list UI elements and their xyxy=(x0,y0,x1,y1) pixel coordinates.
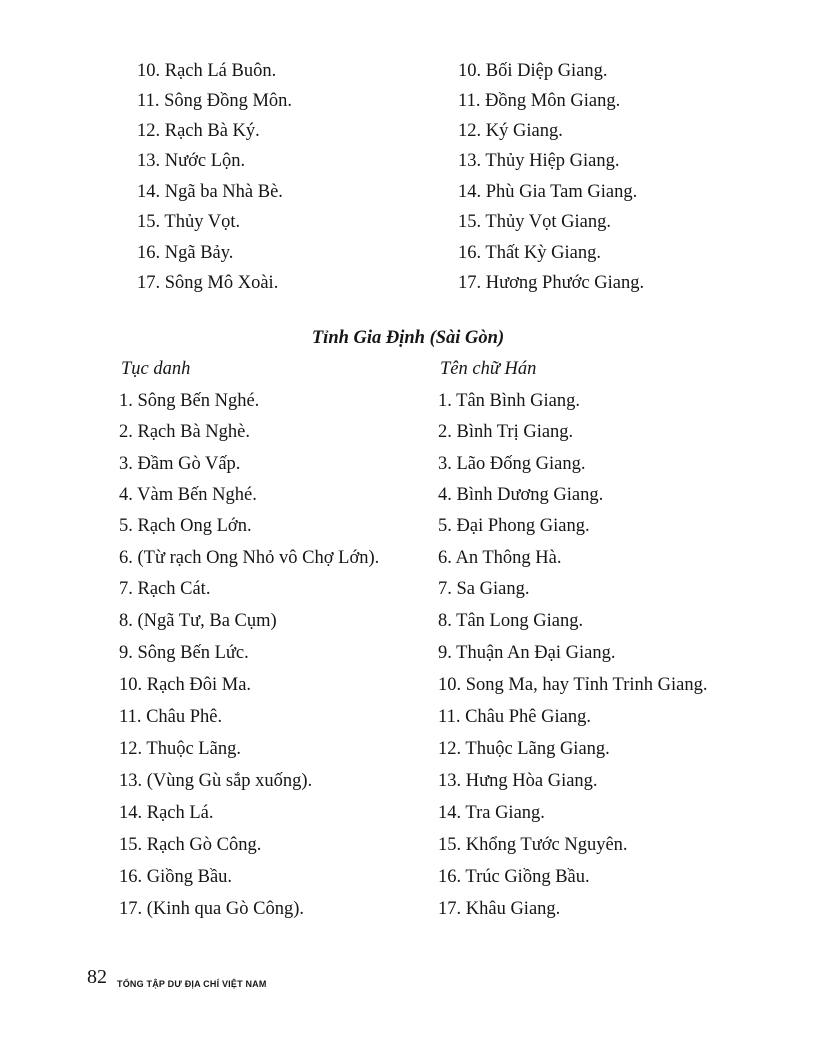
list-item: 7. Sa Giang. xyxy=(438,579,530,599)
column-header-common-name: Tục danh xyxy=(121,359,191,379)
list-item: 15. Thủy Vọt. xyxy=(137,212,241,232)
list-item: 14. Ngã ba Nhà Bè. xyxy=(137,182,283,202)
list-item: 6. An Thông Hà. xyxy=(438,548,562,568)
list-item: 5. Đại Phong Giang. xyxy=(438,516,590,536)
list-item: 4. Vàm Bến Nghé. xyxy=(119,485,257,505)
list-item: 8. (Ngã Tư, Ba Cụm) xyxy=(119,611,277,631)
list-item: 13. Hưng Hòa Giang. xyxy=(438,771,598,791)
list-item: 3. Đầm Gò Vấp. xyxy=(119,454,241,474)
list-item: 17. Khâu Giang. xyxy=(438,899,561,919)
list-item: 9. Thuận An Đại Giang. xyxy=(438,643,616,663)
list-item: 15. Thủy Vọt Giang. xyxy=(458,212,611,232)
list-item: 4. Bình Dương Giang. xyxy=(438,485,604,505)
running-footer: TỔNG TẬP DƯ ĐỊA CHÍ VIỆT NAM xyxy=(117,979,267,989)
list-item: 5. Rạch Ong Lớn. xyxy=(119,516,252,536)
list-item: 12. Thuộc Lãng. xyxy=(119,739,241,759)
list-item: 17. Sông Mô Xoài. xyxy=(137,273,279,293)
list-item: 1. Sông Bến Nghé. xyxy=(119,391,260,411)
page-number: 82 xyxy=(87,966,107,988)
list-item: 10. Rạch Đôi Ma. xyxy=(119,675,252,695)
list-item: 13. (Vùng Gù sắp xuống). xyxy=(119,771,313,791)
column-header-han-name: Tên chữ Hán xyxy=(440,359,537,379)
list-item: 13. Thủy Hiệp Giang. xyxy=(458,151,620,171)
list-item: 12. Ký Giang. xyxy=(458,121,563,141)
list-item: 14. Tra Giang. xyxy=(438,803,545,823)
list-item: 11. Đồng Môn Giang. xyxy=(458,91,621,111)
list-item: 10. Song Ma, hay Tỉnh Trinh Giang. xyxy=(438,675,708,695)
list-item: 3. Lão Đống Giang. xyxy=(438,454,586,474)
list-item: 17. Hương Phước Giang. xyxy=(458,273,645,293)
list-item: 14. Phù Gia Tam Giang. xyxy=(458,182,638,202)
list-item: 11. Châu Phê Giang. xyxy=(438,707,591,727)
list-item: 10. Bối Diệp Giang. xyxy=(458,61,608,81)
list-item: 12. Thuộc Lãng Giang. xyxy=(438,739,610,759)
list-item: 14. Rạch Lá. xyxy=(119,803,214,823)
list-item: 8. Tân Long Giang. xyxy=(438,611,584,631)
list-item: 2. Bình Trị Giang. xyxy=(438,422,574,442)
list-item: 11. Sông Đồng Môn. xyxy=(137,91,293,111)
list-item: 9. Sông Bến Lức. xyxy=(119,643,249,663)
section-title: Tỉnh Gia Định (Sài Gòn) xyxy=(311,328,505,348)
list-item: 6. (Từ rạch Ong Nhỏ vô Chợ Lớn). xyxy=(119,548,380,568)
list-item: 16. Trúc Giồng Bầu. xyxy=(438,867,590,887)
list-item: 16. Thất Kỳ Giang. xyxy=(458,243,602,263)
list-item: 12. Rạch Bà Ký. xyxy=(137,121,260,141)
list-item: 16. Giồng Bầu. xyxy=(119,867,233,887)
list-item: 15. Khổng Tước Nguyên. xyxy=(438,835,628,855)
list-item: 7. Rạch Cát. xyxy=(119,579,211,599)
list-item: 16. Ngã Bảy. xyxy=(137,243,234,263)
list-item: 11. Châu Phê. xyxy=(119,707,223,727)
list-item: 15. Rạch Gò Công. xyxy=(119,835,262,855)
list-item: 13. Nước Lộn. xyxy=(137,151,246,171)
list-item: 17. (Kinh qua Gò Công). xyxy=(119,899,304,919)
list-item: 10. Rạch Lá Buôn. xyxy=(137,61,277,81)
list-item: 1. Tân Bình Giang. xyxy=(438,391,580,411)
list-item: 2. Rạch Bà Nghè. xyxy=(119,422,251,442)
